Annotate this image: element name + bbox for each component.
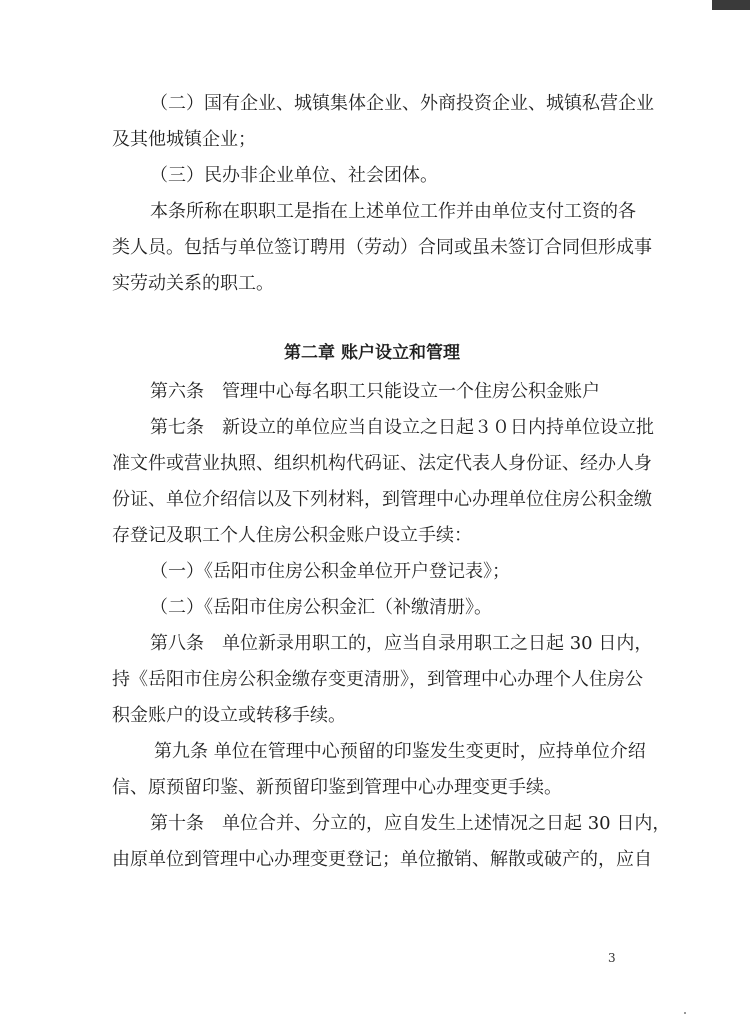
- text-line: （二）《岳阳市住房公积金汇（补缴清册》。: [150, 597, 492, 618]
- text-line: 类人员。包括与单位签订聘用（劳动）合同或虽未签订合同但形成事: [112, 237, 652, 258]
- text-line: 由原单位到管理中心办理变更登记；单位撤销、解散或破产的，应自: [112, 849, 652, 870]
- top-paragraphs: [112, 86, 654, 302]
- section-gap: [112, 302, 632, 335]
- paragraph-article-10: [112, 806, 671, 878]
- text-line: 持《岳阳市住房公积金缴存变更清册》，到管理中心办理个人住房公: [112, 669, 643, 690]
- text-line: 第八条 单位新录用职工的，应当自录用职工之日起 30 日内，: [150, 633, 653, 654]
- paragraph-item-3: [112, 158, 632, 194]
- paragraph-article-8: [112, 626, 653, 734]
- paragraph-article-7: [112, 410, 654, 554]
- text-line: 本条所称在职职工是指在上述单位工作并由单位支付工资的各: [150, 201, 636, 222]
- paragraph-article-7-item-1: [112, 554, 632, 590]
- document-page: [112, 86, 671, 878]
- scan-edge-mark: [712, 0, 750, 10]
- text-line: 第十条 单位合并、分立的，应自发生上述情况之日起 30 日内，: [150, 813, 671, 834]
- paragraph-article-6: [112, 374, 632, 410]
- paragraph-item-2: [112, 86, 654, 158]
- text-line: 信、原预留印鉴、新预留印鉴到管理中心办理变更手续。: [112, 777, 562, 798]
- text-line: 第九条 单位在管理中心预留的印鉴发生变更时，应持单位介绍: [154, 741, 646, 762]
- chapter-heading: 第二章 账户设立和管理: [284, 343, 460, 363]
- text-line: 实劳动关系的职工。: [112, 273, 274, 294]
- text-line: （二）国有企业、城镇集体企业、外商投资企业、城镇私营企业: [150, 93, 654, 114]
- scan-speck: [684, 1012, 686, 1014]
- paragraph-definition: [112, 194, 652, 302]
- text-line: 准文件或营业执照、组织机构代码证、法定代表人身份证、经办人身: [112, 453, 652, 474]
- text-line: 第六条 管理中心每名职工只能设立一个住房公积金账户: [150, 381, 600, 402]
- bottom-paragraphs: [112, 374, 671, 878]
- paragraph-article-9: [112, 734, 646, 806]
- text-line: （一）《岳阳市住房公积金单位开户登记表》；: [150, 561, 510, 582]
- page-number: 3: [608, 951, 616, 965]
- text-line: 积金账户的设立或转移手续。: [112, 705, 346, 726]
- text-line: 存登记及职工个人住房公积金账户设立手续：: [112, 525, 472, 546]
- text-line: 份证、单位介绍信以及下列材料，到管理中心办理单位住房公积金缴: [112, 489, 652, 510]
- paragraph-article-7-item-2: [112, 590, 632, 626]
- text-line: （三）民办非企业单位、社会团体。: [150, 165, 438, 186]
- text-line: 及其他城镇企业；: [112, 129, 256, 150]
- text-line: 第七条 新设立的单位应当自设立之日起３０日内持单位设立批: [150, 417, 654, 438]
